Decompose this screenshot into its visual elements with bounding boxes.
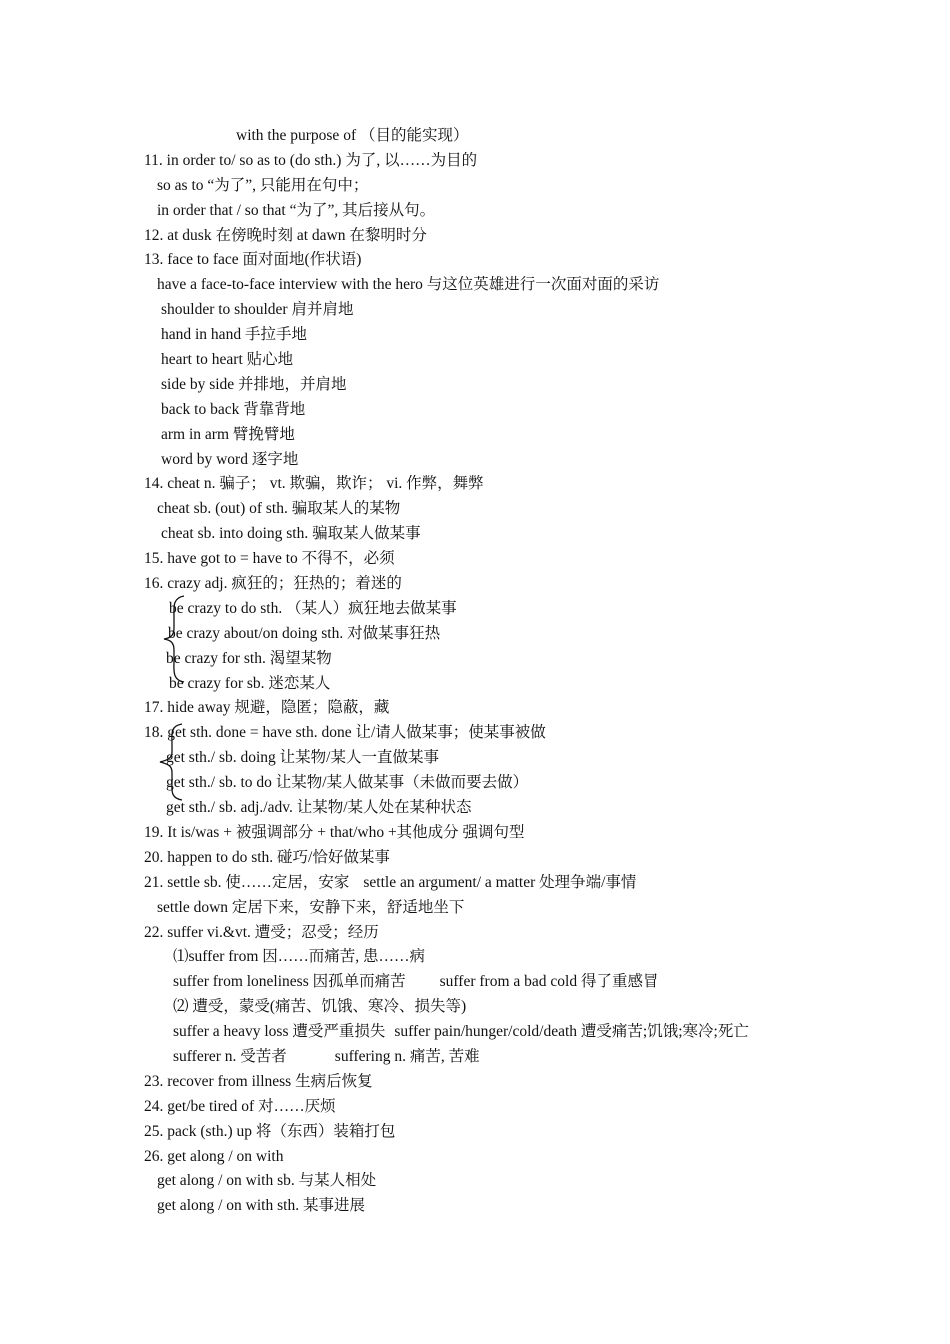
line-item-23: 23. recover from illness 生病后恢复: [144, 1072, 373, 1090]
line-item-20: 20. happen to do sth. 碰巧/恰好做某事: [144, 848, 390, 866]
line-heart-to-heart: heart to heart 贴心地: [161, 351, 294, 369]
line-in-order-that: in order that / so that “为了”, 其后接从句。: [157, 201, 436, 219]
line-side-by-side: side by side 并排地，并肩地: [161, 375, 347, 393]
suffer-cold-text: suffer from a bad cold 得了重感冒: [439, 973, 659, 991]
line-back-to-back: back to back 背靠背地: [161, 400, 306, 418]
line-word-by-word: word by word 逐字地: [161, 450, 299, 468]
line-item-12: 12. at dusk 在傍晚时刻 at dawn 在黎明时分: [144, 226, 427, 244]
sufferer-text: sufferer n. 受苦者: [173, 1047, 287, 1065]
line-get-doing: get sth./ sb. doing 让某物/某人一直做某事: [166, 749, 439, 767]
suffer-loneliness-text: suffer from loneliness 因孤单而痛苦: [173, 973, 406, 991]
suffer-loss-text: suffer a heavy loss 遭受严重损失: [173, 1023, 386, 1041]
line-arm-in-arm: arm in arm 臂挽臂地: [161, 425, 295, 443]
line-suffer-from: ⑴suffer from 因……而痛苦, 患……病: [173, 948, 425, 966]
line-item-15: 15. have got to = have to 不得不，必须: [144, 550, 395, 568]
line-item-11: 11. in order to/ so as to (do sth.) 为了, 以……为目的: [144, 151, 478, 169]
line-item-22: 22. suffer vi.&vt. 遭受；忍受；经历: [144, 923, 379, 941]
line-get-to-do: get sth./ sb. to do 让某物/某人做某事（未做而要去做）: [166, 774, 529, 792]
line-so-as-to: so as to “为了”, 只能用在句中；: [157, 176, 369, 194]
suffering-text: suffering n. 痛苦, 苦难: [334, 1047, 480, 1065]
line-face-to-face-interview: have a face-to-face interview with the hero 与这位英雄进行一次面对面的采访: [157, 276, 660, 294]
settle-sb-text: 21. settle sb. 使……定居，安家: [144, 873, 350, 891]
line-suffer-meaning-2: ⑵ 遭受，蒙受(痛苦、饥饿、寒冷、损失等): [173, 998, 467, 1016]
line-item-19: 19. It is/was + 被强调部分 + that/who +其他成分 强调句型: [144, 823, 525, 841]
line-crazy-about: be crazy about/on doing sth. 对做某事狂热: [168, 624, 441, 642]
line-get-along-sb: get along / on with sb. 与某人相处: [157, 1172, 377, 1190]
line-hand-in-hand: hand in hand 手拉手地: [161, 326, 307, 344]
line-item-16: 16. crazy adj. 疯狂的；狂热的；着迷的: [144, 575, 402, 593]
line-crazy-for-sb: be crazy for sb. 迷恋某人: [169, 674, 331, 692]
line-item-13: 13. face to face 面对面地(作状语): [144, 251, 362, 269]
line-cheat-out-of: cheat sb. (out) of sth. 骗取某人的某物: [157, 500, 401, 518]
line-item-21: [0, 871, 950, 896]
document-page: [0, 124, 950, 1219]
settle-argument-text: settle an argument/ a matter 处理争端/事情: [363, 873, 637, 891]
line-crazy-to-do: be crazy to do sth. （某人）疯狂地去做某事: [169, 599, 457, 617]
line-item-14: 14. cheat n. 骗子； vt. 欺骗，欺诈； vi. 作弊，舞弊: [144, 475, 484, 493]
line-item-18: 18. get sth. done = have sth. done 让/请人做某事；使某事被做: [144, 724, 546, 742]
line-settle-down: settle down 定居下来，安静下来，舒适地坐下: [157, 898, 465, 916]
line-item-26: 26. get along / on with: [144, 1147, 284, 1165]
line-cheat-into: cheat sb. into doing sth. 骗取某人做某事: [161, 525, 421, 543]
line-item-17: 17. hide away 规避，隐匿；隐蔽，藏: [144, 699, 390, 717]
line-purpose: with the purpose of （目的能实现）: [236, 127, 469, 144]
line-shoulder-to-shoulder: shoulder to shoulder 肩并肩地: [161, 301, 354, 319]
line-item-24: 24. get/be tired of 对……厌烦: [144, 1097, 336, 1115]
line-get-along-sth: get along / on with sth. 某事进展: [157, 1197, 365, 1215]
line-suffer-examples: [0, 970, 950, 995]
line-suffer-loss: [0, 1020, 950, 1045]
line-sufferer: [0, 1045, 950, 1070]
line-get-adj: get sth./ sb. adj./adv. 让某物/某人处在某种状态: [166, 799, 472, 817]
suffer-pain-text: suffer pain/hunger/cold/death 遭受痛苦;饥饿;寒冷;死亡: [394, 1023, 749, 1041]
line-crazy-for-sth: be crazy for sth. 渴望某物: [166, 649, 332, 667]
line-item-25: 25. pack (sth.) up 将（东西）装箱打包: [144, 1122, 396, 1140]
